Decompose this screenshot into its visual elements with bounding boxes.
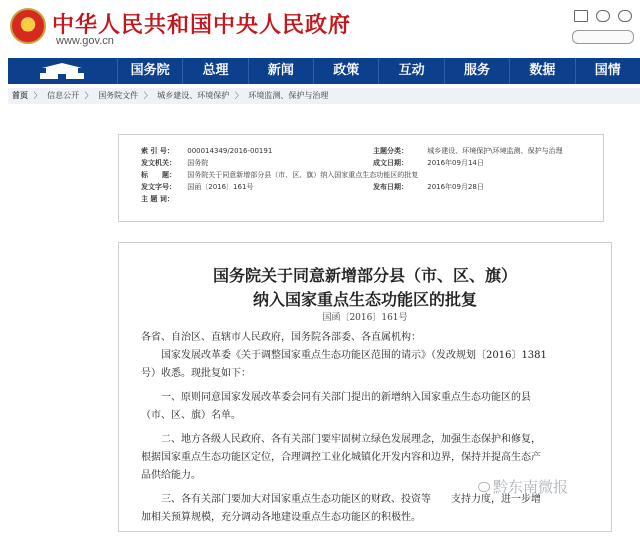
mail-icon[interactable] bbox=[574, 10, 588, 22]
weibo-icon[interactable] bbox=[596, 10, 610, 22]
breadcrumb bbox=[8, 88, 640, 104]
meta-category-label: 主题分类： bbox=[373, 147, 408, 155]
meta-written-label: 成文日期： bbox=[373, 159, 408, 167]
document-title-line2: 纳入国家重点生态功能区的批复 bbox=[252, 290, 477, 309]
breadcrumb-info-disclosure[interactable]: 信息公开 bbox=[47, 91, 80, 100]
watermark-text: 黔东南微报 bbox=[493, 478, 569, 496]
document-meta-box bbox=[118, 134, 604, 222]
document-paragraph: 品供给能力。 bbox=[141, 470, 201, 481]
breadcrumb-state-council-docs[interactable]: 国务院文件 bbox=[98, 91, 139, 100]
nav-item-policy[interactable]: 政策 bbox=[313, 58, 378, 84]
nav-item-state-council[interactable]: 国务院 bbox=[117, 58, 182, 84]
breadcrumb-separator: 〉 bbox=[84, 91, 93, 100]
nav-item-interaction[interactable]: 互动 bbox=[378, 58, 443, 84]
nav-item-premier[interactable]: 总理 bbox=[182, 58, 247, 84]
search-input[interactable] bbox=[572, 30, 634, 44]
meta-title-label: 标 题： bbox=[141, 171, 176, 179]
meta-published-value: 2016年09月28日 bbox=[427, 183, 484, 191]
document-number: 国函〔2016〕161号 bbox=[322, 313, 408, 323]
source-watermark bbox=[478, 476, 568, 497]
meta-org-value: 国务院 bbox=[187, 159, 209, 167]
document-paragraph: 三、各有关部门要加大对国家重点生态功能区的财政、投资等 支持力度，进一步增 bbox=[141, 494, 541, 505]
nav-item-services[interactable]: 服务 bbox=[444, 58, 509, 84]
header-icons bbox=[574, 10, 632, 22]
meta-docno-value: 国函〔2016〕161号 bbox=[187, 183, 254, 191]
wechat-icon bbox=[478, 482, 490, 492]
document-paragraph: 加相关预算规模，充分调动各地建设重点生态功能区的积极性。 bbox=[141, 512, 421, 523]
meta-org-label: 发文机关： bbox=[141, 159, 176, 167]
site-url[interactable]: www.gov.cn bbox=[56, 35, 114, 47]
breadcrumb-separator: 〉 bbox=[33, 91, 42, 100]
site-header bbox=[0, 0, 640, 56]
document-paragraph: 根据国家重点生态功能区定位，合理调控工业化城镇化开发内容和边界，保持并提高生态产 bbox=[141, 452, 541, 463]
meta-index-value: 000014349/2016-00191 bbox=[187, 147, 273, 155]
document-paragraph: 一、原则同意国家发展改革委会同有关部门提出的新增纳入国家重点生态功能区的县 bbox=[141, 392, 531, 403]
main-nav bbox=[8, 58, 640, 84]
meta-docno-label: 发文字号： bbox=[141, 183, 176, 191]
nav-item-news[interactable]: 新闻 bbox=[248, 58, 313, 84]
nav-item-national-info[interactable]: 国情 bbox=[575, 58, 640, 84]
document-paragraph: 国家发展改革委《关于调整国家重点生态功能区范围的请示》（发改规划〔2016〕1381 bbox=[141, 350, 547, 361]
meta-written-row bbox=[373, 159, 484, 168]
breadcrumb-separator: 〉 bbox=[143, 91, 152, 100]
meta-title-value: 国务院关于同意新增部分县（市、区、旗）纳入国家重点生态功能区的批复 bbox=[187, 171, 419, 179]
meta-category-value: 城乡建设、环境保护\环境监测、保护与治理 bbox=[427, 147, 563, 155]
document-paragraph: 二、地方各级人民政府、各有关部门要牢固树立绿色发展理念，加强生态保护和修复， bbox=[141, 434, 541, 445]
nav-item-data[interactable]: 数据 bbox=[509, 58, 574, 84]
meta-published-row bbox=[373, 183, 484, 192]
meta-index-row bbox=[141, 147, 272, 156]
meta-docno-row bbox=[141, 183, 253, 192]
meta-published-label: 发布日期： bbox=[373, 183, 408, 191]
document-paragraph: 号）收悉。现批复如下： bbox=[141, 368, 251, 379]
meta-title-row bbox=[141, 171, 418, 180]
breadcrumb-separator: 〉 bbox=[234, 91, 243, 100]
document-paragraph: （市、区、旗）名单。 bbox=[141, 410, 241, 421]
breadcrumb-urban-environment[interactable]: 城乡建设、环境保护 bbox=[157, 91, 230, 100]
meta-written-value: 2016年09月14日 bbox=[427, 159, 484, 167]
document-paragraph: 各省、自治区、直辖市人民政府，国务院各部委、各直属机构： bbox=[141, 332, 421, 343]
meta-org-row bbox=[141, 159, 208, 168]
meta-index-label: 索 引 号： bbox=[141, 147, 174, 155]
meta-category-row bbox=[373, 147, 563, 156]
meta-subject-row bbox=[141, 195, 185, 204]
wechat-icon[interactable] bbox=[618, 10, 632, 22]
breadcrumb-env-monitoring[interactable]: 环境监测、保护与治理 bbox=[248, 91, 329, 100]
breadcrumb-home[interactable]: 首页 bbox=[12, 91, 28, 100]
meta-subject-label: 主 题 词： bbox=[141, 195, 174, 203]
national-emblem-icon[interactable] bbox=[10, 8, 46, 44]
site-title[interactable]: 中华人民共和国中央人民政府 bbox=[52, 13, 352, 38]
document-title-line1: 国务院关于同意新增部分县（市、区、旗） bbox=[212, 266, 517, 285]
tiananmen-logo-icon[interactable] bbox=[8, 58, 117, 84]
